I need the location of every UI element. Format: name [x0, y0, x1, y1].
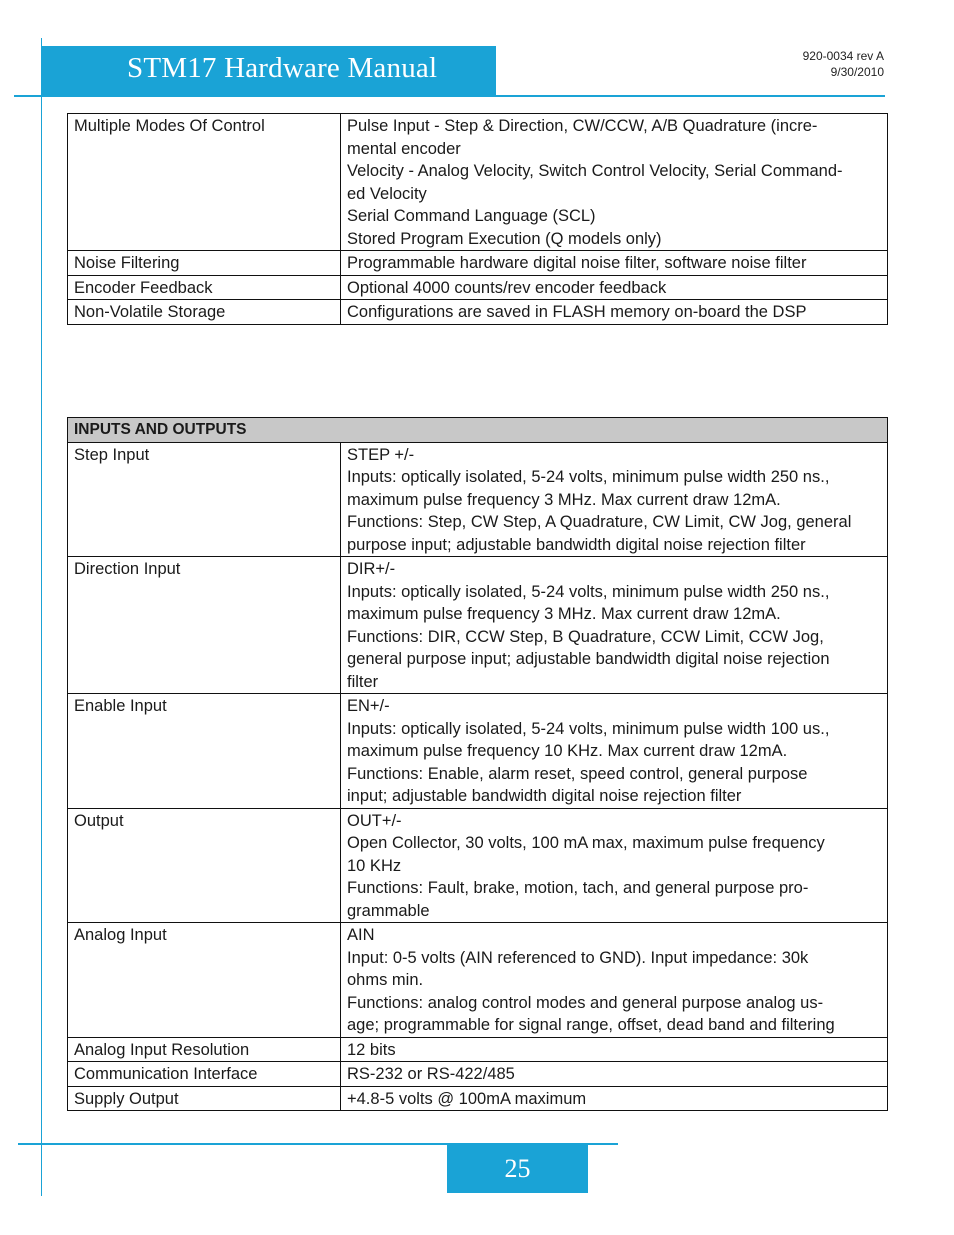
page-title: STM17 Hardware Manual — [127, 52, 438, 84]
row-description — [341, 251, 888, 276]
document-number: 920-0034 rev A — [802, 49, 884, 63]
description-line: maximum pulse frequency 3 MHz. Max current draw 12mA. — [347, 490, 781, 509]
table-row — [68, 557, 888, 694]
description-line: DIR+/- — [347, 560, 396, 578]
document-meta — [803, 48, 884, 80]
row-description — [341, 1062, 888, 1087]
description-line: Velocity - Analog Velocity, Switch Control Velocity, Serial Command- — [347, 162, 843, 180]
row-label: Analog Input Resolution — [68, 1037, 341, 1062]
row-description — [341, 114, 888, 251]
table-row — [68, 251, 888, 276]
description-line: Functions: DIR, CCW Step, B Quadrature, CCW Limit, CCW Jog, — [347, 627, 824, 646]
row-label: Direction Input — [68, 557, 341, 694]
description-line: OUT+/- — [347, 811, 402, 830]
description-line: +4.8-5 volts @ 100mA maximum — [347, 1089, 587, 1108]
row-label: Supply Output — [68, 1086, 341, 1111]
row-label: Step Input — [68, 442, 341, 557]
description-line: Functions: Enable, alarm reset, speed control, general purpose — [347, 764, 808, 783]
document-date: 9/30/2010 — [830, 65, 884, 79]
table-row — [68, 808, 888, 923]
description-line: Functions: Fault, brake, motion, tach, and general purpose pro- — [347, 879, 809, 897]
description-line: Optional 4000 counts/rev encoder feedback — [347, 278, 667, 297]
row-label: Enable Input — [68, 694, 341, 809]
row-description — [341, 557, 888, 694]
features-table — [67, 113, 888, 325]
row-label: Analog Input — [68, 923, 341, 1038]
description-line: purpose input; adjustable bandwidth digital noise rejection filter — [347, 535, 806, 554]
description-line: Stored Program Execution (Q models only) — [347, 229, 662, 248]
description-line: maximum pulse frequency 3 MHz. Max current draw 12mA. — [347, 605, 781, 623]
inputs-outputs-table — [67, 417, 888, 1111]
row-label: Communication Interface — [68, 1062, 341, 1087]
row-description — [341, 442, 888, 557]
table-row — [68, 275, 888, 300]
section-heading-row — [68, 418, 888, 443]
description-line: ohms min. — [347, 971, 424, 989]
row-label: Non-Volatile Storage — [68, 300, 341, 325]
section-heading: INPUTS AND OUTPUTS — [68, 418, 888, 443]
description-line: input; adjustable bandwidth digital noise rejection filter — [347, 787, 742, 805]
description-line: Inputs: optically isolated, 5-24 volts, minimum pulse width 100 us., — [347, 719, 830, 738]
table-row — [68, 694, 888, 809]
row-description — [341, 1037, 888, 1062]
description-line: ed Velocity — [347, 184, 427, 203]
description-line: Functions: analog control modes and general purpose analog us- — [347, 993, 824, 1012]
table-row — [68, 1037, 888, 1062]
description-line: Functions: Step, CW Step, A Quadrature, CW Limit, CW Jog, general — [347, 513, 852, 531]
table-row — [68, 300, 888, 325]
left-margin-rule — [41, 38, 42, 1196]
row-description — [341, 923, 888, 1038]
row-description — [341, 808, 888, 923]
description-line: Open Collector, 30 volts, 100 mA max, maximum pulse frequency — [347, 834, 825, 852]
description-line: 12 bits — [347, 1040, 396, 1059]
description-line: RS-232 or RS-422/485 — [347, 1065, 515, 1083]
description-line: maximum pulse frequency 10 KHz. Max current draw 12mA. — [347, 742, 788, 760]
row-label: Encoder Feedback — [68, 275, 341, 300]
header-rule — [14, 95, 885, 97]
description-line: Inputs: optically isolated, 5-24 volts, minimum pulse width 250 ns., — [347, 468, 830, 486]
table-row — [68, 923, 888, 1038]
page-number: 25 — [447, 1145, 588, 1193]
description-line: Programmable hardware digital noise filter, software noise filter — [347, 254, 807, 272]
row-label: Multiple Modes Of Control — [68, 114, 341, 251]
description-line: Pulse Input - Step & Direction, CW/CCW, A/B Quadrature (incre- — [347, 117, 818, 135]
row-label: Noise Filtering — [68, 251, 341, 276]
description-line: Serial Command Language (SCL) — [347, 207, 596, 225]
table-row — [68, 1062, 888, 1087]
description-line: 10 KHz — [347, 856, 402, 875]
row-description — [341, 300, 888, 325]
description-line: grammable — [347, 901, 430, 920]
description-line: filter — [347, 672, 379, 691]
row-description — [341, 1086, 888, 1111]
table-row — [68, 442, 888, 557]
description-line: STEP +/- — [347, 445, 415, 464]
description-line: Inputs: optically isolated, 5-24 volts, minimum pulse width 250 ns., — [347, 582, 830, 601]
description-line: general purpose input; adjustable bandwidth digital noise rejection — [347, 650, 830, 668]
row-description — [341, 275, 888, 300]
table-row — [68, 1086, 888, 1111]
description-line: age; programmable for signal range, offset, dead band and filtering — [347, 1016, 835, 1034]
description-line: Input: 0-5 volts (AIN referenced to GND). Input impedance: 30k — [347, 948, 809, 967]
description-line: mental encoder — [347, 139, 461, 158]
description-line: EN+/- — [347, 697, 390, 715]
description-line: Configurations are saved in FLASH memory on-board the DSP — [347, 303, 807, 321]
table-row — [68, 114, 888, 251]
row-label: Output — [68, 808, 341, 923]
description-line: AIN — [347, 926, 375, 944]
row-description — [341, 694, 888, 809]
